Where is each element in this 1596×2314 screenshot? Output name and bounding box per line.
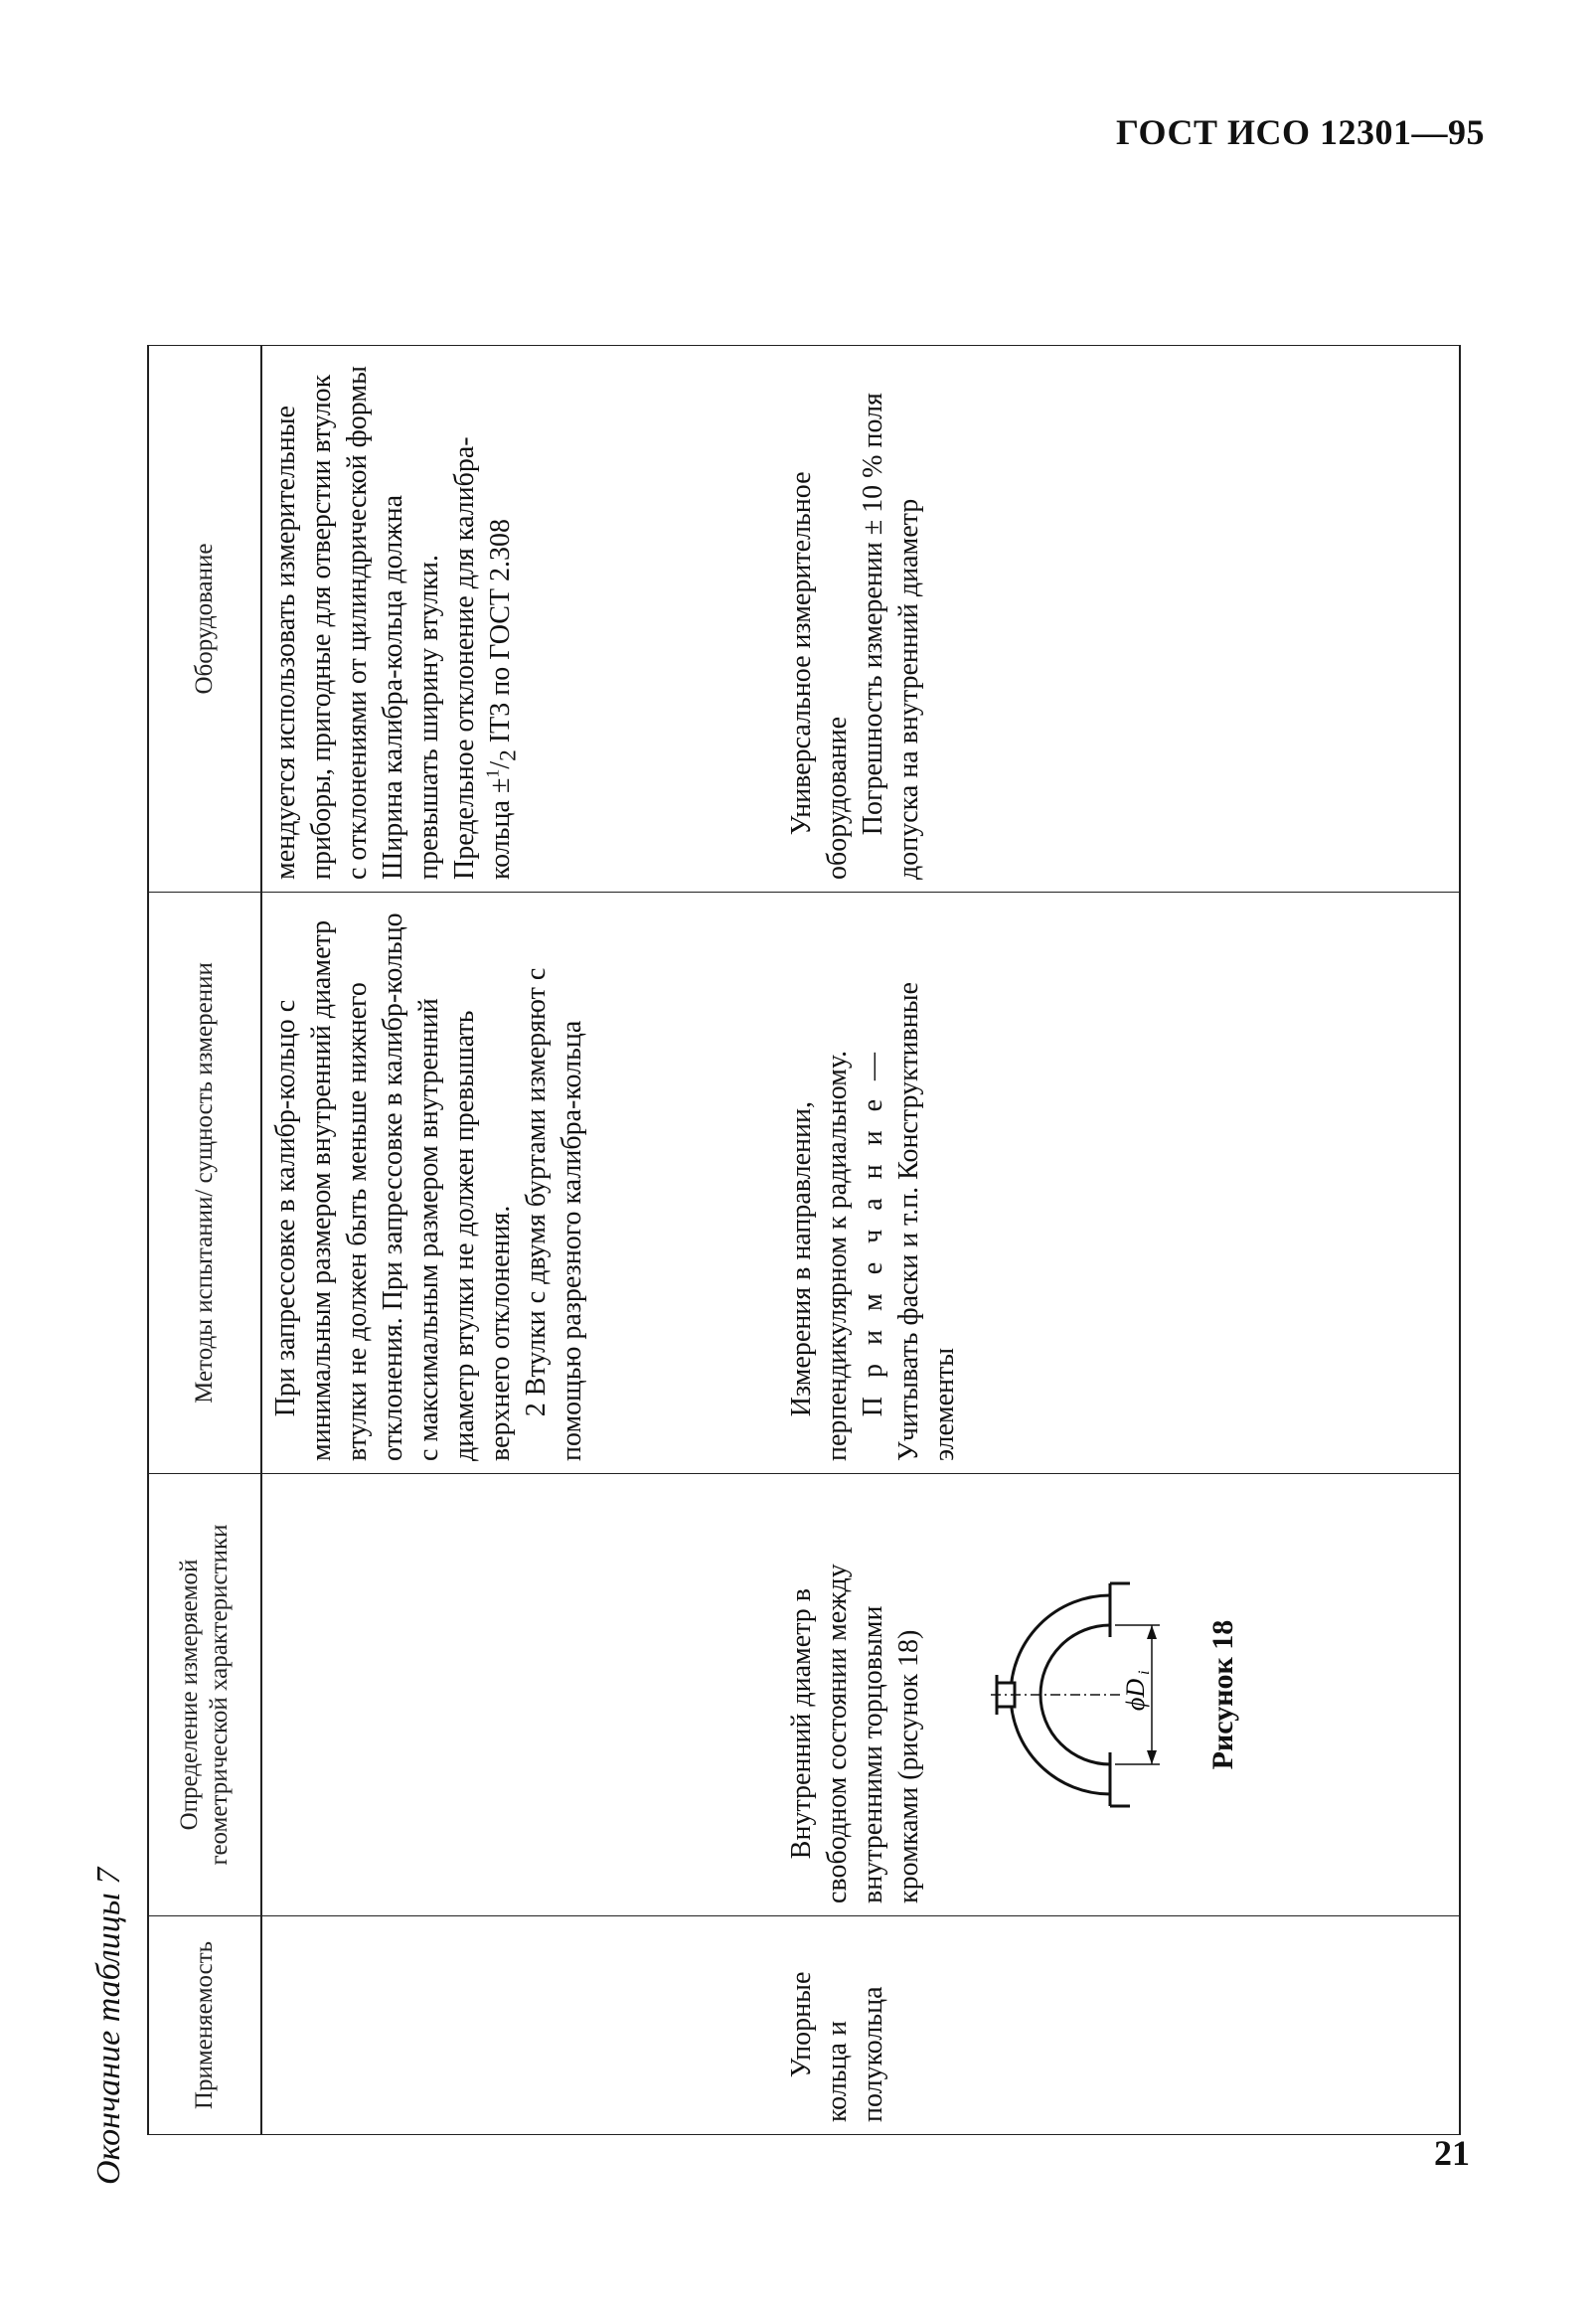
methods-paragraph: Измерения в направлении, перпендикулярном к радиальному. [786, 1050, 853, 1461]
cell-methods [261, 893, 778, 1474]
header-equipment: Оборудование [148, 346, 261, 893]
definition-text: Внутренний диаметр в свободном состоянии между внутренними торцовыми кромками (рисунок 18) [786, 1564, 924, 1903]
cell-definition [778, 1474, 1460, 1916]
page-number: 21 [1434, 2133, 1470, 2173]
header-methods: Методы испытании/ сущность измерении [148, 893, 261, 1474]
dimension-label-subscript: i [1136, 1670, 1153, 1675]
cell-applicability [261, 1916, 778, 2135]
thrust-ring-drawing [961, 1546, 1180, 1844]
tolerance-standard: IT3 по ГОСТ 2.308 [485, 518, 516, 750]
equipment-paragraph: Погрешность измерении ± 10 % поля допуска на внутренний диаметр [858, 393, 924, 880]
cell-equipment [261, 346, 778, 893]
equipment-paragraph: мендуется использовать измерительные приборы, пригодные для отверстии втулок с отклонениями от цилиндрической формы [270, 366, 373, 880]
tolerance-slash: / [485, 760, 516, 769]
equipment-paragraph: Ширина калибра-кольца должна превышать ширину втулки. [378, 494, 444, 880]
cell-definition [261, 1474, 778, 1916]
header-definition: Определение измеряемой геометрической характеристики [148, 1474, 261, 1916]
equipment-tolerance [447, 358, 527, 880]
cell-equipment [778, 346, 1460, 893]
figure-caption: Рисунок 18 [1206, 1619, 1239, 1770]
document-code: ГОСТ ИСО 12301—95 [1116, 112, 1485, 152]
cell-applicability [778, 1916, 1460, 2135]
table-row [778, 346, 1460, 2135]
table-header-row [148, 346, 261, 2135]
applicability-text: Упорные кольца и полукольца [786, 1971, 888, 2122]
tolerance-numerator: 1 [482, 768, 503, 778]
note-title: П р и м е ч а н и е — [858, 1046, 888, 1417]
equipment-paragraph: Универсальное измерительное оборудование [786, 471, 853, 880]
tolerance-text: Предельное отклонение для калибра-кольца ± [449, 436, 516, 880]
table-row [261, 346, 778, 2135]
note-text: Учитывать фаски и т.п. Конструктивные элементы [893, 982, 960, 1461]
methods-paragraph: 2 Втулки с двумя буртами измеряют с помощью разрезного калибра-кольца [521, 967, 587, 1461]
cell-methods [778, 893, 1460, 1474]
tolerance-denominator: 2 [495, 749, 522, 761]
rotated-table-region [89, 296, 1461, 2185]
dimension-label: ϕD [1121, 1678, 1150, 1712]
table-caption: Окончание таблицы 7 [90, 1867, 127, 2185]
methods-paragraph: При запрессовке в калибр-кольцо с минимальным размером внутренний диаметр втулки не должен быть меньше нижнего отклонения. При запрессовке в калибр-кольцо с максимальным размером внутренний диаметр втулки не должен превышать верхнего отклонения. [270, 912, 516, 1461]
figure-18 [961, 1486, 1241, 1903]
measurement-table [147, 345, 1461, 2135]
header-applicability: Применяемость [148, 1916, 261, 2135]
